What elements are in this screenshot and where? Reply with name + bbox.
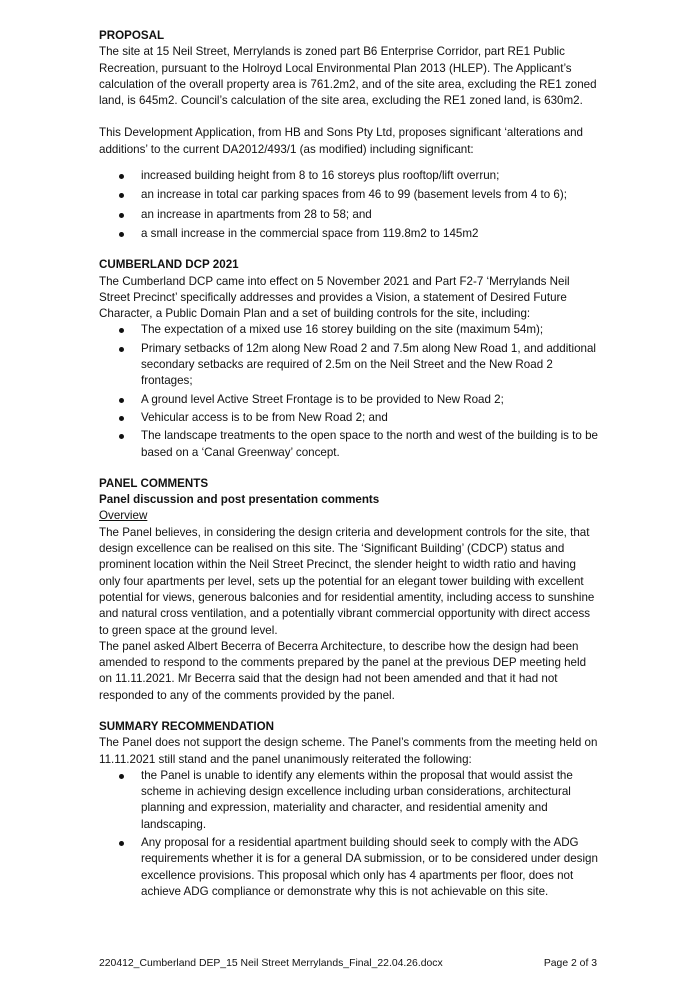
proposal-paragraph-2: This Development Application, from HB and Sons Pty Ltd, proposes significant ‘alterations and additions’ to the current DA2012/493/1 (as modified) including significant:: [99, 126, 583, 156]
document-body: [99, 28, 599, 900]
list-item: an increase in total car parking spaces from 46 to 99 (basement levels from 4 to 6);: [99, 187, 599, 203]
list-item: A ground level Active Street Frontage is to be provided to New Road 2;: [99, 392, 599, 408]
proposal-paragraph-1: The site at 15 Neil Street, Merrylands is zoned part B6 Enterprise Corridor, part RE1 Public Recreation, pursuant to the Holroyd Local Environmental Plan 2013 (HLEP). The Applicant’s calculation of the overall property area is 761.2m2, and of the site area, excluding the RE1 zoned land, is 645m2. Council’s calculation of the site area, excluding the RE1 zoned land, is 630m2.: [99, 45, 597, 108]
list-item: The landscape treatments to the open space to the north and west of the building is to be based on a ‘Canal Greenway’ concept.: [99, 428, 599, 461]
summary-heading: SUMMARY RECOMMENDATION: [99, 719, 274, 733]
list-item: a small increase in the commercial space from 119.8m2 to 145m2: [99, 226, 599, 242]
panel-subheading: Panel discussion and post presentation comments: [99, 493, 380, 507]
proposal-bullet-list: [99, 168, 599, 242]
list-item: increased building height from 8 to 16 storeys plus rooftop/lift overrun;: [99, 168, 599, 184]
footer-page-number: Page 2 of 3: [543, 958, 597, 969]
dcp-paragraph: The Cumberland DCP came into effect on 5 November 2021 and Part F2-7 ‘Merrylands Neil Street Precinct’ specifically addresses and provides a Vision, a statement of Desired Future Character, a Public Domain Plan and a set of building controls for the site, including:: [99, 274, 570, 321]
dcp-bullet-list: [99, 322, 599, 460]
list-item: Any proposal for a residential apartment building should seek to comply with the ADG requirements whether it is for a general DA submission, or to be considered under design excellence provisions. This proposal which only has 4 apartments per floor, does not achieve ADG compliance or demonstrate why this is not achievable on this site.: [99, 835, 599, 900]
list-item: The expectation of a mixed use 16 storey building on the site (maximum 54m);: [99, 322, 599, 338]
overview-label: Overview: [99, 509, 148, 523]
list-item: the Panel is unable to identify any elements within the proposal that would assist the scheme in achieving design excellence including urban considerations, architectural planning and expression, materiality and character, and residential amenity and landscaping.: [99, 768, 599, 833]
list-item: an increase in apartments from 28 to 58; and: [99, 207, 599, 223]
panel-paragraph-1: The Panel believes, in considering the design criteria and development controls for the site, that design excellence can be realised on this site. The ‘Significant Building’ (CDCP) status and prominent location within the Neil Street Precinct, the slender height to width ratio and having only four apartments per level, sets up the potential for an elegant tower building with excellent potential for views, generous balconies and for residential amentity, including access to sunshine and natural cross ventilation, and a potentially vibrant commercial opportunity with direct access to green space at the ground level.: [99, 525, 595, 637]
summary-bullet-list: [99, 768, 599, 900]
list-item: Vehicular access is to be from New Road 2; and: [99, 410, 599, 426]
dcp-heading: CUMBERLAND DCP 2021: [99, 258, 239, 272]
panel-paragraph-2: The panel asked Albert Becerra of Becerra Architecture, to describe how the design had been amended to respond to the comments prepared by the panel at the previous DEP meeting held on 11.11.2021. Mr Becerra said that the design had not been amended and that it had not responded to any of the comments provided by the panel.: [99, 639, 587, 702]
footer-filename: 220412_Cumberland DEP_15 Neil Street Merrylands_Final_22.04.26.docx: [99, 958, 443, 969]
page-footer: [99, 956, 597, 972]
proposal-heading: PROPOSAL: [99, 29, 165, 42]
summary-paragraph: The Panel does not support the design scheme. The Panel’s comments from the meeting held on 11.11.2021 still stand and the panel unanimously reiterated the following:: [99, 736, 598, 766]
list-item: Primary setbacks of 12m along New Road 2 and 7.5m along New Road 1, and additional secondary setbacks are required of 2.5m on the Neil Street and the New Road 2 frontages;: [99, 341, 599, 390]
panel-comments-heading: PANEL COMMENTS: [99, 476, 209, 490]
